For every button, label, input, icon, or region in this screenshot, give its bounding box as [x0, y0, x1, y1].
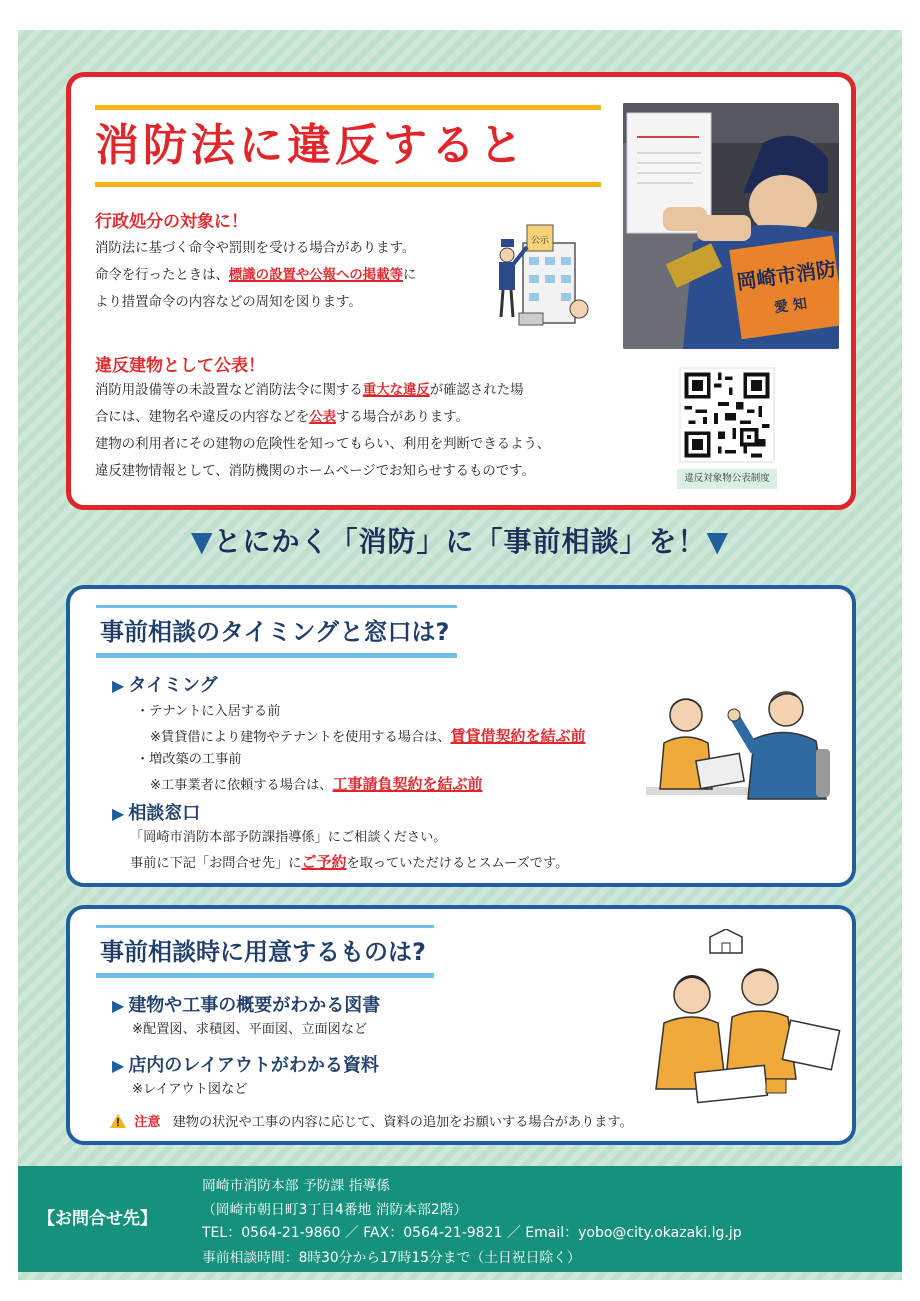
- caution-text: 建物の状況や工事の内容に応じて、資料の追加をお願いする場合があります。: [172, 1115, 633, 1130]
- section1-line1: 消防法に基づく命令や罰則を受ける場合があります。: [95, 241, 416, 256]
- reservation-highlight: ご予約: [301, 853, 347, 871]
- contact-footer: [18, 1166, 902, 1272]
- vest-text: 岡崎市消防: [735, 256, 838, 295]
- warning-icon: [110, 1114, 126, 1128]
- preparation-card: [66, 905, 856, 1145]
- arrow-right-icon: ▶: [112, 996, 125, 1015]
- arrow-right-icon: ▶: [112, 1056, 125, 1075]
- consultation-banner: [18, 512, 902, 572]
- window-line2-pre: 事前に下記「お問合せ先」に: [130, 856, 302, 871]
- qr-code[interactable]: [679, 367, 775, 463]
- section2-line4: 違反建物情報として、消防機関のホームページでお知らせするものです。: [95, 464, 535, 479]
- item2-title: 店内のレイアウトがわかる資料: [128, 1055, 379, 1076]
- timing-note2: [150, 773, 483, 797]
- caution-label: 注意: [134, 1115, 161, 1130]
- vest-subtext: 愛 知: [773, 295, 808, 317]
- contact-hours: 事前相談時間：8時30分から17時15分まで（土日祝日除く）: [202, 1250, 581, 1266]
- section1-line3: より措置命令の内容などの周知を図ります。: [95, 295, 362, 310]
- contact-address: （岡崎市朝日町3丁目4番地 消防本部2階）: [202, 1202, 468, 1218]
- section2-line2: [95, 404, 635, 431]
- documents-illustration: [636, 929, 846, 1109]
- timing-card: [66, 585, 856, 887]
- house-icon: [710, 929, 742, 953]
- note1-pre: ※賃貸借により建物やテナントを使用する場合は、: [150, 730, 451, 745]
- section-heading-administrative: 行政処分の対象に！: [95, 212, 248, 232]
- item1-title: 建物や工事の概要がわかる図書: [128, 995, 381, 1016]
- arrow-right-icon: ▶: [112, 804, 125, 823]
- item2-subheading: [112, 1051, 379, 1077]
- section1-line2-post: に: [402, 268, 417, 283]
- item1-subheading: [112, 991, 380, 1017]
- section2-line2-post: する場合があります。: [336, 410, 469, 425]
- violation-card: [66, 72, 856, 510]
- caution-line: [110, 1112, 633, 1134]
- section1-line2-pre: 命令を行ったときは、: [95, 268, 229, 283]
- note2-pre: ※工事業者に依頼する場合は、: [150, 778, 333, 793]
- down-triangle-icon: ▼: [190, 525, 214, 558]
- contact-phone-fax-email[interactable]: TEL：0564-21-9860 ／ FAX：0564-21-9821 ／ Email：yobo@city.okazaki.lg.jp: [202, 1225, 742, 1241]
- window-subheading: [112, 799, 200, 825]
- section1-highlight: 標識の設置や公報への掲載等: [228, 268, 403, 283]
- timing-bullet1: ・テナントに入居する前: [136, 704, 281, 719]
- contact-office: 岡崎市消防本部 予防課 指導係: [202, 1178, 391, 1194]
- timing-note1: [150, 725, 586, 749]
- main-title: 消防法に違反すると: [95, 105, 601, 187]
- notice-sign-text: 公示: [530, 236, 550, 246]
- section2-line1: [95, 377, 635, 404]
- timing-bullet2: ・増改築の工事前: [136, 752, 242, 767]
- banner-text: とにかく「消防」に「事前相談」を！: [213, 525, 707, 558]
- section2-line1-pre: 消防用設備等の未設置など消防法令に関する: [95, 383, 363, 398]
- building-notice-illustration: [489, 217, 593, 327]
- timing-subheading: [112, 671, 218, 697]
- section2-highlight1: 重大な違反: [362, 383, 430, 398]
- window-line1: 「岡崎市消防本部予防課指導係」にご相談ください。: [130, 830, 447, 845]
- section2-text: [95, 377, 635, 485]
- arrow-right-icon: ▶: [112, 676, 125, 695]
- window-line2: [130, 851, 568, 875]
- down-triangle-icon: ▼: [706, 525, 730, 558]
- flyer-page: [18, 30, 902, 1280]
- section2-line2-pre: 合には、建物名や違反の内容などを: [95, 410, 310, 425]
- contact-label: 【お問合せ先】: [38, 1209, 157, 1229]
- preparation-card-heading: 事前相談時に用意するものは?: [96, 925, 434, 978]
- note1-highlight: 賃貸借契約を結ぶ前: [450, 727, 586, 745]
- window-title: 相談窓口: [128, 803, 201, 824]
- timing-card-heading: 事前相談のタイミングと窓口は?: [96, 605, 457, 658]
- item2-note: ※レイアウト図など: [132, 1082, 248, 1097]
- section2-line3: 建物の利用者にその建物の危険性を知ってもらい、利用を判断できるよう、: [95, 437, 551, 452]
- qr-caption: 違反対象物公表制度: [677, 469, 777, 489]
- note2-highlight: 工事請負契約を結ぶ前: [332, 775, 483, 793]
- consultation-illustration: [636, 679, 836, 829]
- section2-line1-post: が確認された場: [429, 383, 524, 398]
- window-line2-post: を取っていただけるとスムーズです。: [346, 856, 569, 871]
- section1-text: [95, 235, 495, 316]
- section2-highlight2: 公表: [309, 410, 337, 425]
- section-heading-publication: 違反建物として公表！: [95, 356, 265, 376]
- section1-line2: [95, 262, 495, 289]
- item1-note: ※配置図、求積図、平面図、立面図など: [132, 1022, 368, 1037]
- firefighter-photo: [623, 103, 839, 349]
- timing-title: タイミング: [128, 675, 218, 696]
